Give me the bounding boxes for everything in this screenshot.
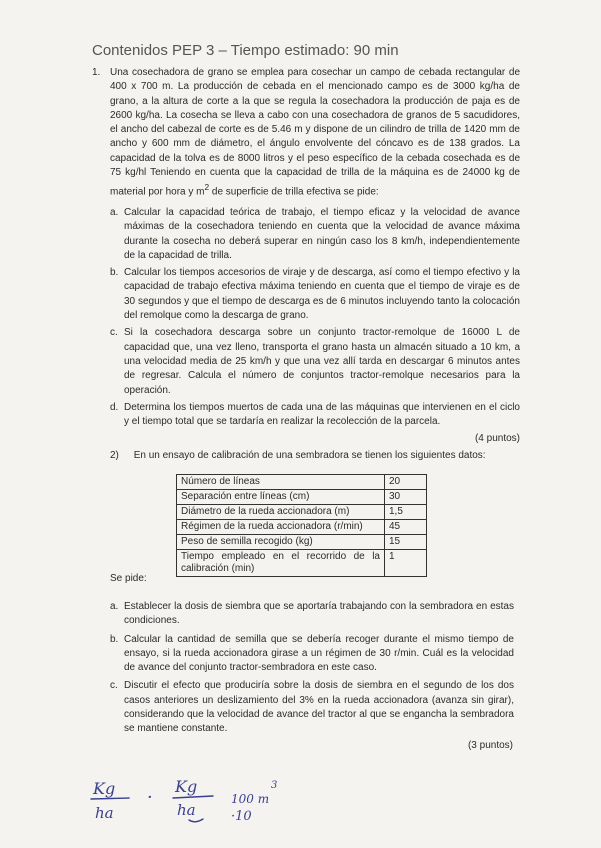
item-text: Si la cosechadora descarga sobre un conjunto tractor-remolque de 16000 L de capacidad que, una vez lleno, transporta el grano hasta un almacén situado a 10 km, a una velocidad media de 25 km/h y que una vez allí tarda en descargar 6 minutos antes de regresar. Calcula el número de conjuntos tractor-remolque necesarios para la operación.	[124, 327, 520, 396]
question-1-body-end: de superficie de trilla efectiva se pide:	[209, 186, 379, 198]
question-1-body: Una cosechadora de grano se emplea para cosechar un campo de cebada rectangular de 400 x 700 m. La producción de cebada en el mencionado campo es de 3000 kg/ha de grano, a la altura de corte a la que se regula la cosechadora la producción de paja es de 2600 kg/ha. La cosecha se lleva a cabo con una cosechadora de granos de 5 sacudidores, el ancho del cabezal de corte es de 5.46 m y dispone de un cilindro de trilla de 1420 mm de ancho y 600 mm de diámetro, el ángulo envolvente del cóncavo es de 138 grados. La capacidad de la tolva es de 8000 litros y el peso específico de la cebada cosechada es de 75 kg/hl Teniendo en cuenta que la capacidad de trilla de la máquina es de 24000 kg de material por hora y m	[110, 67, 520, 198]
table-cell-label: Peso de semilla recogido (kg)	[177, 535, 385, 550]
item-text: Determina los tiempos muertos de cada una de las máquinas que intervienen en el ciclo y el tiempo total que se tardaría en realizar la recolección de la parcela.	[124, 401, 520, 428]
handwritten-dot: ·	[147, 787, 153, 808]
table-row	[177, 475, 427, 490]
table-cell-label: Separación entre líneas (cm)	[177, 490, 385, 505]
table-cell-label: Tiempo empleado en el recorrido de la calibración (min)	[177, 550, 385, 577]
item-label: d.	[110, 401, 119, 413]
table-row	[177, 535, 427, 550]
question-2-points: (3 puntos)	[467, 740, 513, 751]
question-1-number: 1.	[92, 67, 101, 78]
se-pide-label: Se pide:	[110, 573, 147, 584]
item-text: Calcular la capacidad teórica de trabajo, el tiempo eficaz y la velocidad de avance máximas de la cosechadora teniendo en cuenta que la velocidad de avance máxima durante la cosecha no deberá superar en ningún caso los 8 km/h, independientemente de la capacidad de trilla.	[124, 207, 520, 261]
item-text: Calcular la cantidad de semilla que se debería recoger durante el mismo tiempo de ensayo, si la rueda accionadora girase a un régimen de 30 r/min. Cuál es la velocidad de avance del conjunto tractor-sembradora en este caso.	[124, 633, 514, 674]
table-cell-value: 1	[385, 550, 427, 577]
table-row	[177, 490, 427, 505]
handwritten-note-2: ·10	[231, 809, 252, 824]
item-text: Calcular los tiempos accesorios de viraje y de descarga, así como el tiempo efectivo y la capacidad de trabajo efectiva máxima teniendo en cuenta que el tiempo de viraje es de 30 segundos y que el tiempo de descarga es de 6 minutos incluyendo tanto la colocación del remolque como la descarga de grano.	[124, 267, 520, 322]
table-cell-label: Diámetro de la rueda accionadora (m)	[177, 505, 385, 520]
question-2-number: 2)	[110, 450, 119, 461]
fraction-bar-2	[173, 796, 213, 798]
list-item	[110, 206, 520, 263]
handwritten-frac2-num: Kg	[175, 777, 198, 796]
item-label: c.	[110, 327, 118, 339]
list-item	[110, 600, 514, 629]
handwritten-notes	[85, 770, 305, 830]
item-label: a.	[110, 601, 119, 612]
item-text: Establecer la dosis de siembra que se aportaría trabajando con la sembradora en estas condiciones.	[124, 601, 514, 627]
table-row	[177, 520, 427, 535]
handwritten-note-1-sup: 3	[271, 780, 278, 791]
fraction-bar-1	[91, 798, 129, 799]
list-item	[110, 266, 520, 323]
table-cell-value: 45	[385, 520, 427, 535]
question-2-text: En un ensayo de calibración de una sembradora se tienen los siguientes datos:	[133, 450, 486, 461]
item-label: a.	[110, 207, 119, 218]
question-2-intro	[110, 450, 486, 461]
question-1-items	[110, 206, 520, 429]
item-label: c.	[110, 680, 118, 692]
table-cell-value: 20	[385, 475, 427, 490]
table-cell-label: Régimen de la rueda accionadora (r/min)	[177, 520, 385, 535]
question-2-items	[110, 600, 514, 741]
table-cell-label: Número de líneas	[177, 475, 385, 490]
question-1	[92, 66, 520, 447]
table-cell-value: 1,5	[385, 505, 427, 520]
question-1-points: (4 puntos)	[474, 433, 520, 445]
table-row	[177, 550, 427, 577]
table-cell-value: 15	[385, 535, 427, 550]
handwritten-frac1-den: ha	[95, 804, 114, 822]
handwritten-note-1: 100 m	[231, 792, 270, 806]
table-cell-value: 30	[385, 490, 427, 505]
question-1-text	[110, 66, 520, 200]
calibration-table	[176, 474, 427, 577]
underline-squiggle	[189, 819, 203, 822]
page-title: Contenidos PEP 3 – Tiempo estimado: 90 min	[92, 42, 399, 59]
list-item	[110, 633, 514, 676]
handwritten-frac1-num: Kg	[93, 779, 116, 798]
list-item	[110, 326, 520, 397]
handwritten-frac2-den: ha	[177, 801, 196, 819]
list-item	[110, 679, 514, 736]
item-label: b.	[110, 633, 119, 645]
superscript: 2	[204, 182, 210, 193]
item-text: Discutir el efecto que produciría sobre la dosis de siembra en el segundo de los dos casos anteriores un deslizamiento del 3% en la rueda accionadora (avanza sin girar), considerando que la velocidad de avance del tractor al que se engancha la sembradora se mantiene constante.	[124, 680, 514, 735]
item-label: b.	[110, 267, 119, 279]
list-item	[110, 401, 520, 430]
table-row	[177, 505, 427, 520]
